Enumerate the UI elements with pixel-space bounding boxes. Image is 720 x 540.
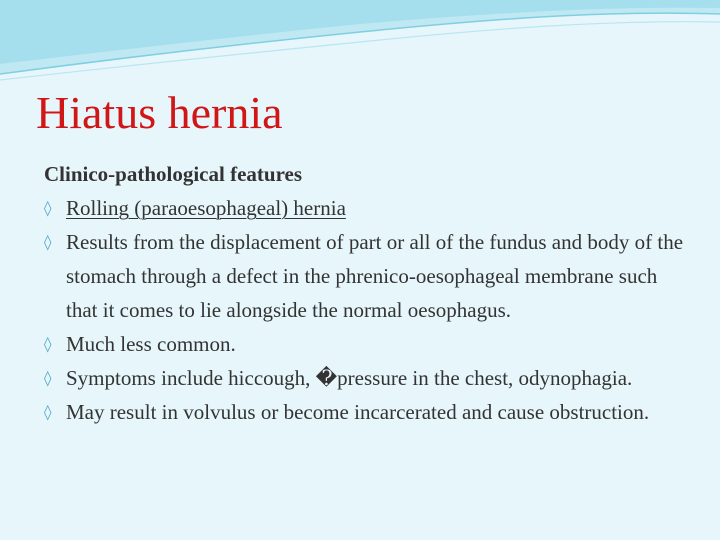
slide-body xyxy=(44,157,684,429)
bullet-text: Rolling (paraoesophageal) hernia xyxy=(66,196,346,220)
bullet-item xyxy=(44,191,684,225)
bullet-text: Results from the displacement of part or all of the fundus and body of the stomach through a defect in the phrenico-oesophageal membrane such that it comes to lie alongside the normal oesophagus. xyxy=(66,230,684,322)
bullet-text: May result in volvulus or become incarcerated and cause obstruction. xyxy=(66,400,650,424)
bullet-text: Much less common. xyxy=(66,332,236,356)
wedge-bullet-icon: ◊ xyxy=(44,369,52,387)
bullet-text: Symptoms include hiccough, �pressure in the chest, odynophagia. xyxy=(66,366,633,390)
bullet-item xyxy=(44,327,684,361)
wedge-bullet-icon: ◊ xyxy=(44,403,52,421)
bullet-item xyxy=(44,225,684,327)
wedge-bullet-icon: ◊ xyxy=(44,335,52,353)
header-wave-decoration xyxy=(0,0,720,90)
wedge-bullet-icon: ◊ xyxy=(44,199,52,217)
wedge-bullet-icon: ◊ xyxy=(44,233,52,251)
bullet-item xyxy=(44,361,684,395)
slide-subtitle: Clinico-pathological features xyxy=(44,162,303,186)
slide-title: Hiatus hernia xyxy=(36,87,283,138)
bullet-item xyxy=(44,395,684,429)
